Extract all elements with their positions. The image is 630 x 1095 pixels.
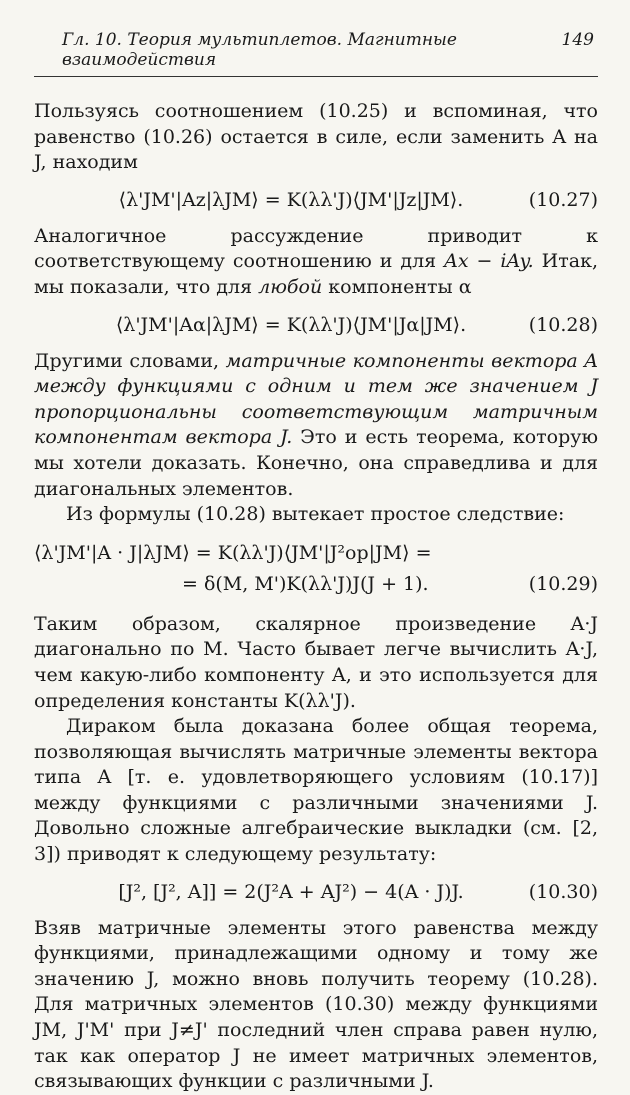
paragraph-2 — [34, 224, 598, 301]
running-header — [34, 30, 598, 77]
equation-expr: ⟨λ'JM'|Az|λJM⟩ = K(λλ'J)⟨JM'|Jz|JM⟩. — [118, 188, 464, 211]
equation-expr: ⟨λ'JM'|Aα|λJM⟩ = K(λλ'J)⟨JM'|Jα|JM⟩. — [115, 313, 467, 336]
paragraph-5: Таким образом, скалярное произведение A·J диагонально по M. Часто бывает легче вычислить A·J, чем какую-либо компоненту A, и это используется для определения константы K(λλ'J). — [34, 612, 598, 712]
equation-number: (10.27) — [528, 188, 598, 211]
text-run: Это и есть теорема, которую мы хотели доказать. Конечно, она справедлива и для диагональных элементов. — [34, 426, 598, 500]
text-run: Итак, мы показали, что для — [34, 250, 598, 298]
paragraph-4: Из формулы (10.28) вытекает простое следствие: — [66, 503, 565, 526]
text-run: Аналогичное рассуждение приводит к соответствующему соотношению и для — [34, 224, 598, 273]
equation-line-2-row — [34, 568, 598, 600]
running-title: Гл. 10. Теория мультиплетов. Магнитные взаимодействия — [62, 30, 457, 70]
equation-10-29 — [34, 538, 598, 600]
paragraph-3 — [34, 349, 598, 503]
equation-10-28 — [34, 301, 598, 349]
equation-10-30 — [34, 868, 598, 916]
text-run: Другими словами, — [34, 349, 220, 372]
emphasis: любой — [258, 275, 323, 298]
page-number: 149 — [561, 30, 594, 50]
equation-line-1: ⟨λ'JM'|A · J|λJM⟩ = K(λλ'J)⟨JM'|J²op|JM⟩ = — [34, 541, 432, 564]
paragraph-6: Дираком была доказана более общая теорема, позволяющая вычислять матричные элементы вектора типа A [т. е. удовлетворяющего условиям (10.17)] между функциями с различными значениями J. Довольно сложные алгебраические выкладки (см. [2, 3]) приводят к следующему результату: — [34, 715, 598, 866]
theorem-statement: матричные компоненты вектора A между функциями с одним и тем же значением J пропорциональны соответствующим матричным компонентам вектора J. — [34, 349, 599, 449]
equation-number: (10.28) — [528, 313, 598, 336]
equation-number: (10.30) — [528, 880, 598, 903]
equation-10-27 — [34, 176, 598, 224]
paragraph-1: Пользуясь соотношением (10.25) и вспоминая, что равенство (10.26) остается в силе, если заменить A на J, находим — [34, 100, 598, 174]
inline-formula: Ax − iAy. — [444, 250, 534, 273]
equation-line-2: = δ(M, M')K(λλ'J)J(J + 1). — [182, 572, 429, 595]
equation-expr: [J², [J², A]] = 2(J²A + AJ²) − 4(A · J)J. — [118, 880, 464, 903]
text-run: компоненты α — [328, 275, 472, 298]
paragraph-7: Взяв матричные элементы этого равенства между функциями, принадлежащими одному и тому же значению J, можно вновь получить теорему (10.28). Для матричных элементов (10.30) между функциями JM, J'M' при J≠J' последний член справа равен нулю, так как оператор J не имеет матричных элементов, связывающих функции с различными J. — [34, 916, 598, 1093]
equation-number: (10.29) — [528, 572, 598, 595]
